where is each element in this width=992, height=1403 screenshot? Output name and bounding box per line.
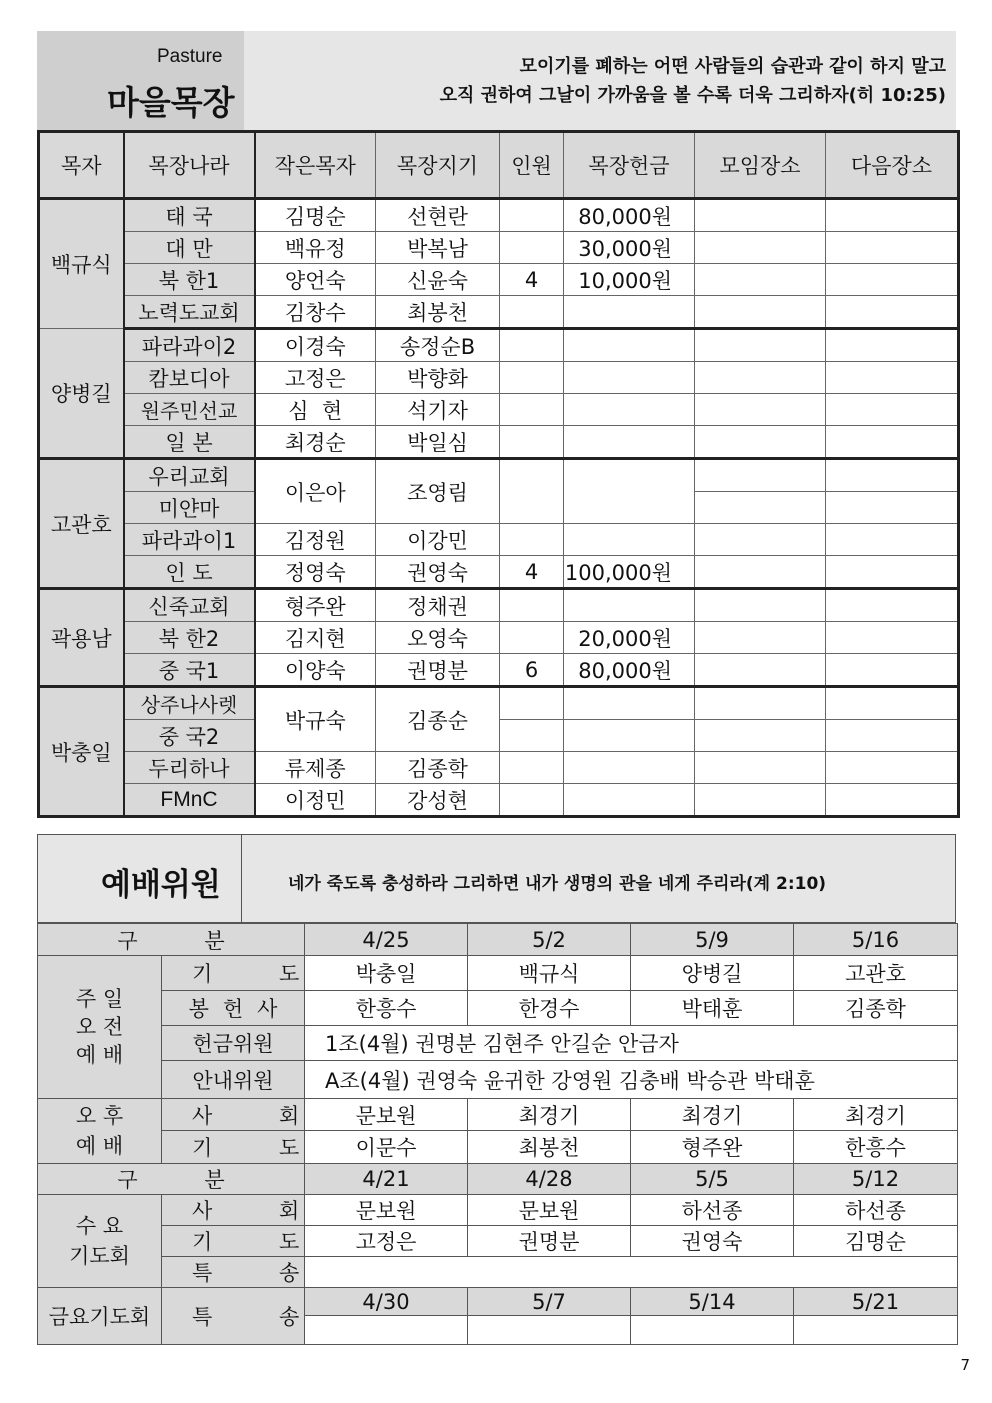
name-cell: 김명순 <box>794 1226 958 1257</box>
date-cell: 5/16 <box>794 924 958 956</box>
col-header: 목장지기 <box>376 132 500 199</box>
role-label: 기 도 <box>162 1226 305 1257</box>
table-row <box>39 687 959 720</box>
offering-cell <box>564 752 695 784</box>
next-place-cell <box>826 296 959 329</box>
role-label: 사 회 <box>162 1195 305 1226</box>
meeting-place-cell <box>695 784 826 817</box>
date-cell: 5/5 <box>631 1164 794 1195</box>
date-cell: 4/25 <box>305 924 468 956</box>
next-place-cell <box>826 524 959 556</box>
date-cell: 5/14 <box>631 1288 794 1316</box>
pastor-cell: 백규식 <box>39 199 124 329</box>
small-pastor-cell: 김명순 <box>255 199 376 232</box>
keeper-cell: 강성현 <box>376 784 500 817</box>
role-label: 기 도 <box>162 956 305 991</box>
col-header: 모임장소 <box>695 132 826 199</box>
country-cell: 중 국1 <box>124 654 255 687</box>
table-row <box>39 622 959 654</box>
offering-cell <box>564 394 695 426</box>
name-cell: 김종학 <box>794 991 958 1026</box>
label-line: 예 배 <box>75 1043 124 1067</box>
country-cell: 캄보디아 <box>124 362 255 394</box>
table-row <box>39 524 959 556</box>
country-cell: 노력도교회 <box>124 296 255 329</box>
keeper-cell: 신윤숙 <box>376 264 500 296</box>
country-cell: 상주나사렛 <box>124 687 255 720</box>
date-cell: 5/12 <box>794 1164 958 1195</box>
role-label: 헌금위원 <box>162 1026 305 1061</box>
offering-cell <box>564 329 695 362</box>
col-header: 다음장소 <box>826 132 959 199</box>
count-cell <box>500 524 564 556</box>
category-label: 구 분 <box>38 924 305 956</box>
role-label: 특 송 <box>162 1288 305 1345</box>
name-cell: 이문수 <box>305 1131 468 1164</box>
table-row <box>38 1099 958 1131</box>
table-row <box>38 956 958 991</box>
worship-table <box>37 923 958 1345</box>
meeting-place-cell <box>695 492 826 524</box>
count-cell <box>500 752 564 784</box>
role-label: 사 회 <box>162 1099 305 1131</box>
col-header: 인원 <box>500 132 564 199</box>
meeting-place-cell <box>695 720 826 752</box>
keeper-cell: 정채권 <box>376 589 500 622</box>
next-place-cell <box>826 556 959 589</box>
role-label: 안내위원 <box>162 1061 305 1099</box>
count-cell <box>500 784 564 817</box>
offering-cell <box>564 720 695 752</box>
small-pastor-cell: 고정은 <box>255 362 376 394</box>
label-line: 주 일 <box>75 987 124 1011</box>
pasture-header <box>37 31 956 130</box>
ushers-cell: 1조(4월) 권명분 김현주 안길순 안금자 <box>305 1026 958 1061</box>
offering-cell: 80,000원 <box>564 199 695 232</box>
sunday-date-row <box>38 924 958 956</box>
name-cell: 최경기 <box>794 1099 958 1131</box>
special-song-cell <box>305 1257 958 1288</box>
meeting-place-cell <box>695 752 826 784</box>
table-row <box>38 1257 958 1288</box>
small-pastor-cell: 정영숙 <box>255 556 376 589</box>
pastor-cell: 박충일 <box>39 687 124 817</box>
country-cell: 인 도 <box>124 556 255 589</box>
friday-service-label: 금요기도회 <box>38 1288 162 1345</box>
next-place-cell <box>826 784 959 817</box>
offering-cell: 10,000원 <box>564 264 695 296</box>
name-cell: 고정은 <box>305 1226 468 1257</box>
name-cell: 권명분 <box>468 1226 631 1257</box>
name-cell: 문보원 <box>305 1195 468 1226</box>
meeting-place-cell <box>695 264 826 296</box>
role-label: 봉헌사 <box>162 991 305 1026</box>
meeting-place-cell <box>695 654 826 687</box>
meeting-place-cell <box>695 426 826 459</box>
small-pastor-cell: 심 현 <box>255 394 376 426</box>
small-pastor-cell: 이은아 <box>255 459 376 524</box>
small-pastor-cell: 최경순 <box>255 426 376 459</box>
country-cell: 북 한2 <box>124 622 255 654</box>
table-row <box>39 752 959 784</box>
name-cell: 최경기 <box>468 1099 631 1131</box>
meeting-place-cell <box>695 687 826 720</box>
date-cell: 4/30 <box>305 1288 468 1316</box>
next-place-cell <box>826 622 959 654</box>
keeper-cell: 조영림 <box>376 459 500 524</box>
next-place-cell <box>826 329 959 362</box>
pasture-verse <box>440 52 946 110</box>
keeper-cell: 권명분 <box>376 654 500 687</box>
category-label: 구 분 <box>38 1164 305 1195</box>
pasture-title: 마을목장 <box>107 83 235 122</box>
date-cell: 4/21 <box>305 1164 468 1195</box>
meeting-place-cell <box>695 296 826 329</box>
name-cell: 한경수 <box>468 991 631 1026</box>
col-header: 목자 <box>39 132 124 199</box>
keeper-cell: 박향화 <box>376 362 500 394</box>
table-row <box>39 459 959 492</box>
name-cell <box>794 1316 958 1345</box>
wednesday-date-row <box>38 1164 958 1195</box>
country-cell: 두리하나 <box>124 752 255 784</box>
next-place-cell <box>826 459 959 492</box>
offering-cell: 100,000원 <box>564 556 695 589</box>
count-cell <box>500 720 564 752</box>
table-row <box>39 329 959 362</box>
country-cell: 일 본 <box>124 426 255 459</box>
meeting-place-cell <box>695 622 826 654</box>
date-cell: 5/21 <box>794 1288 958 1316</box>
small-pastor-cell: 김창수 <box>255 296 376 329</box>
guides-cell: A조(4월) 권영숙 윤귀한 강영원 김충배 박승관 박태훈 <box>305 1061 958 1099</box>
name-cell: 박충일 <box>305 956 468 991</box>
keeper-cell: 박일심 <box>376 426 500 459</box>
name-cell: 양병길 <box>631 956 794 991</box>
count-cell: 6 <box>500 654 564 687</box>
col-header: 목장나라 <box>124 132 255 199</box>
friday-date-row <box>38 1288 958 1316</box>
name-cell: 백규식 <box>468 956 631 991</box>
country-cell: 원주민선교 <box>124 394 255 426</box>
role-label: 특 송 <box>162 1257 305 1288</box>
date-cell: 5/9 <box>631 924 794 956</box>
page-number: 7 <box>960 1356 970 1374</box>
country-cell: 미얀마 <box>124 492 255 524</box>
pastor-cell: 곽용남 <box>39 589 124 687</box>
table-row <box>39 232 959 264</box>
keeper-cell: 선현란 <box>376 199 500 232</box>
next-place-cell <box>826 654 959 687</box>
name-cell: 고관호 <box>794 956 958 991</box>
label-line: 오 후 <box>75 1104 124 1128</box>
country-cell: 파라과이2 <box>124 329 255 362</box>
label-line: 오 전 <box>75 1015 124 1039</box>
small-pastor-cell: 이양숙 <box>255 654 376 687</box>
sunday-service-label <box>38 956 162 1099</box>
offering-cell <box>564 459 695 524</box>
next-place-cell <box>826 720 959 752</box>
name-cell: 권영숙 <box>631 1226 794 1257</box>
label-line: 수 요 <box>75 1214 124 1238</box>
table-row <box>39 362 959 394</box>
col-header: 작은목자 <box>255 132 376 199</box>
next-place-cell <box>826 426 959 459</box>
col-header: 목장헌금 <box>564 132 695 199</box>
label-line: 기도회 <box>69 1244 130 1268</box>
count-cell <box>500 362 564 394</box>
meeting-place-cell <box>695 589 826 622</box>
country-cell: 태 국 <box>124 199 255 232</box>
worship-title-box <box>38 835 242 922</box>
small-pastor-cell: 김지현 <box>255 622 376 654</box>
keeper-cell: 김종학 <box>376 752 500 784</box>
next-place-cell <box>826 232 959 264</box>
offering-cell: 80,000원 <box>564 654 695 687</box>
name-cell <box>468 1316 631 1345</box>
count-cell <box>500 622 564 654</box>
meeting-place-cell <box>695 199 826 232</box>
count-cell <box>500 426 564 459</box>
pasture-table <box>37 130 960 818</box>
pasture-verse-line1: 모이기를 폐하는 어떤 사람들의 습관과 같이 하지 말고 <box>519 56 946 77</box>
pastor-cell: 고관호 <box>39 459 124 589</box>
table-row <box>38 1226 958 1257</box>
table-row <box>39 784 959 817</box>
offering-cell <box>564 362 695 394</box>
small-pastor-cell: 형주완 <box>255 589 376 622</box>
role-label: 기 도 <box>162 1131 305 1164</box>
count-cell <box>500 329 564 362</box>
table-row <box>39 394 959 426</box>
name-cell: 한흥수 <box>305 991 468 1026</box>
offering-cell <box>564 589 695 622</box>
keeper-cell: 권영숙 <box>376 556 500 589</box>
next-place-cell <box>826 687 959 720</box>
keeper-cell: 석기자 <box>376 394 500 426</box>
offering-cell <box>564 296 695 329</box>
table-row <box>39 199 959 232</box>
date-cell: 4/28 <box>468 1164 631 1195</box>
table-row <box>39 264 959 296</box>
pasture-subtitle: Pasture <box>157 46 223 67</box>
offering-cell: 30,000원 <box>564 232 695 264</box>
date-cell: 5/2 <box>468 924 631 956</box>
country-cell: 중 국2 <box>124 720 255 752</box>
keeper-cell: 최봉천 <box>376 296 500 329</box>
next-place-cell <box>826 362 959 394</box>
small-pastor-cell: 양언숙 <box>255 264 376 296</box>
country-cell: 대 만 <box>124 232 255 264</box>
offering-cell: 20,000원 <box>564 622 695 654</box>
count-cell <box>500 199 564 232</box>
small-pastor-cell: 이경숙 <box>255 329 376 362</box>
meeting-place-cell <box>695 362 826 394</box>
name-cell: 문보원 <box>468 1195 631 1226</box>
table-row <box>39 654 959 687</box>
count-cell: 4 <box>500 556 564 589</box>
afternoon-service-label <box>38 1099 162 1164</box>
keeper-cell: 박복남 <box>376 232 500 264</box>
small-pastor-cell: 이정민 <box>255 784 376 817</box>
country-cell: 신죽교회 <box>124 589 255 622</box>
count-cell <box>500 687 564 720</box>
keeper-cell: 송정순B <box>376 329 500 362</box>
offering-cell <box>564 687 695 720</box>
count-cell: 4 <box>500 264 564 296</box>
keeper-cell: 이강민 <box>376 524 500 556</box>
country-cell: 파라과이1 <box>124 524 255 556</box>
offering-cell <box>564 426 695 459</box>
count-cell <box>500 296 564 329</box>
table-row <box>38 991 958 1026</box>
keeper-cell: 김종순 <box>376 687 500 752</box>
country-cell: FMnC <box>124 784 255 817</box>
country-cell: 북 한1 <box>124 264 255 296</box>
table-row <box>39 426 959 459</box>
date-cell: 5/7 <box>468 1288 631 1316</box>
name-cell: 문보원 <box>305 1099 468 1131</box>
pasture-header-row <box>39 132 959 199</box>
count-cell <box>500 394 564 426</box>
name-cell: 형주완 <box>631 1131 794 1164</box>
pastor-cell: 양병길 <box>39 329 124 459</box>
next-place-cell <box>826 264 959 296</box>
meeting-place-cell <box>695 329 826 362</box>
name-cell: 최경기 <box>631 1099 794 1131</box>
name-cell: 하선종 <box>631 1195 794 1226</box>
table-row <box>38 1131 958 1164</box>
table-row <box>39 556 959 589</box>
small-pastor-cell: 백유정 <box>255 232 376 264</box>
table-row <box>38 1026 958 1061</box>
name-cell: 하선종 <box>794 1195 958 1226</box>
next-place-cell <box>826 199 959 232</box>
table-row <box>39 589 959 622</box>
table-row <box>39 296 959 329</box>
name-cell <box>631 1316 794 1345</box>
table-row <box>38 1061 958 1099</box>
name-cell: 박태훈 <box>631 991 794 1026</box>
count-cell <box>500 232 564 264</box>
next-place-cell <box>826 394 959 426</box>
name-cell: 최봉천 <box>468 1131 631 1164</box>
next-place-cell <box>826 752 959 784</box>
pasture-title-box <box>37 31 244 130</box>
small-pastor-cell: 박규숙 <box>255 687 376 752</box>
meeting-place-cell <box>695 459 826 492</box>
count-cell <box>500 589 564 622</box>
worship-verse: 네가 죽도록 충성하라 그리하면 내가 생명의 관을 네게 주리라(계 2:10) <box>288 874 827 894</box>
worship-title: 예배위원 <box>101 867 221 903</box>
next-place-cell <box>826 589 959 622</box>
next-place-cell <box>826 492 959 524</box>
label-line: 예 배 <box>75 1134 124 1158</box>
count-cell <box>500 459 564 524</box>
meeting-place-cell <box>695 232 826 264</box>
worship-header <box>37 834 956 923</box>
name-cell: 한흥수 <box>794 1131 958 1164</box>
small-pastor-cell: 류제종 <box>255 752 376 784</box>
keeper-cell: 오영숙 <box>376 622 500 654</box>
meeting-place-cell <box>695 524 826 556</box>
offering-cell <box>564 524 695 556</box>
meeting-place-cell <box>695 556 826 589</box>
table-row <box>38 1195 958 1226</box>
small-pastor-cell: 김정원 <box>255 524 376 556</box>
meeting-place-cell <box>695 394 826 426</box>
wednesday-service-label <box>38 1195 162 1288</box>
offering-cell <box>564 784 695 817</box>
country-cell: 우리교회 <box>124 459 255 492</box>
pasture-verse-line2: 오직 권하여 그날이 가까움을 볼 수록 더욱 그리하자(히 10:25) <box>439 85 946 106</box>
